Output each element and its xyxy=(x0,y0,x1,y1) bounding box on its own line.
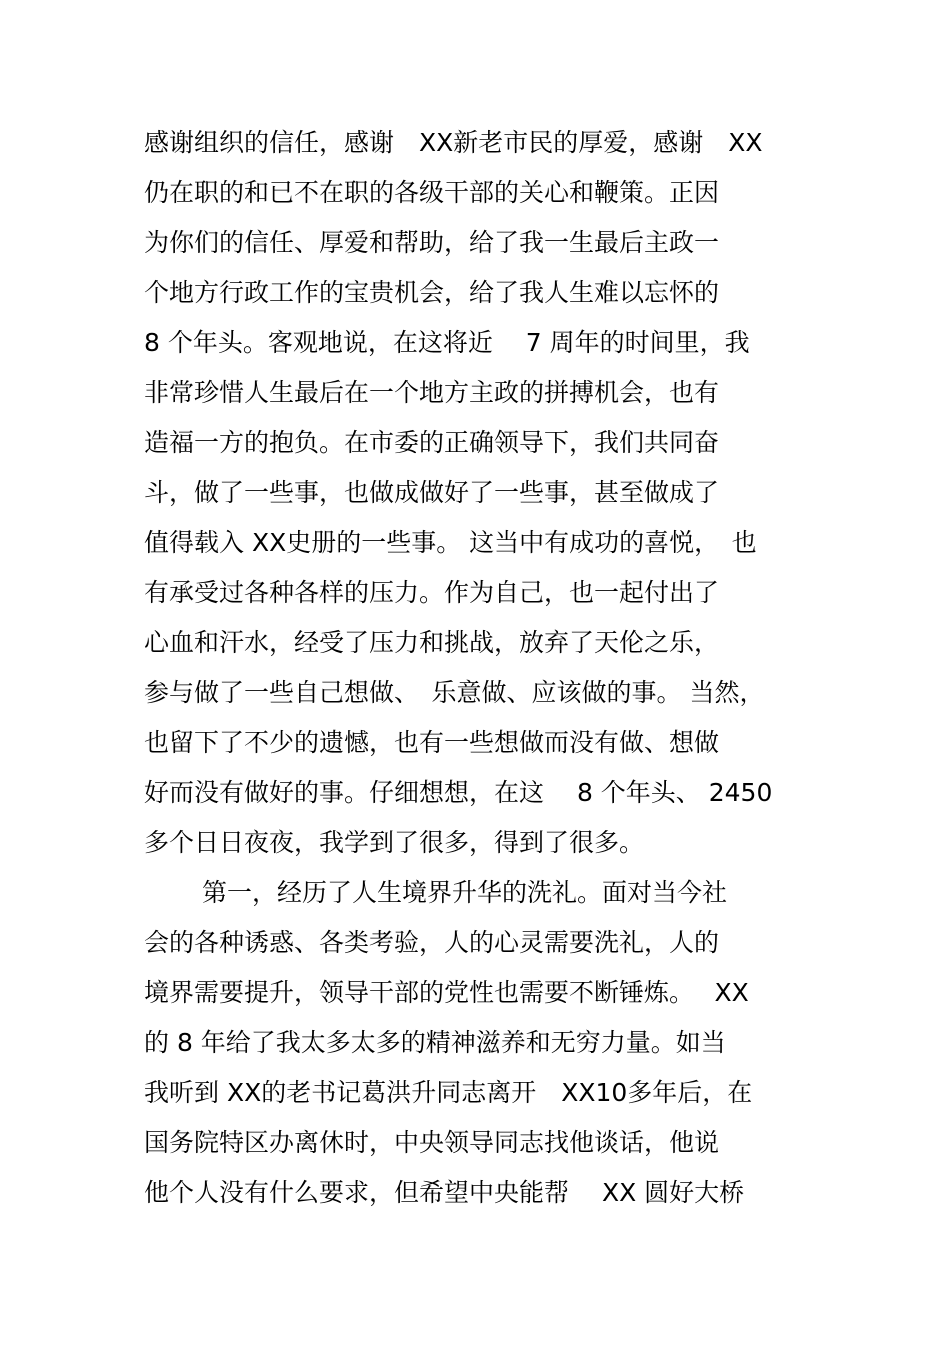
text-line: 非常珍惜人生最后在一个地方主政的拼搏机会，也有 xyxy=(144,378,720,407)
text-line: 斗，做了一些事，也做成做好了一些事，甚至做成了 xyxy=(144,478,720,507)
text-line: 多个日日夜夜，我学到了很多，得到了很多。 xyxy=(144,828,645,857)
text-line: 8 个年头。客观地说，在这将近 7 周年的时间里，我 xyxy=(144,328,750,357)
text-line: 也留下了不少的遗憾，也有一些想做而没有做、想做 xyxy=(144,728,720,757)
text-line: 有承受过各种各样的压力。作为自己，也一起付出了 xyxy=(144,578,720,607)
body-text xyxy=(144,118,844,1218)
paragraph-start-line: 第一，经历了人生境界升华的洗礼。面对当今社 xyxy=(202,878,728,907)
text-line: 境界需要提升，领导干部的党性也需要不断锤炼。 XX xyxy=(144,978,749,1007)
text-line: 他个人没有什么要求，但希望中央能帮 XX 圆好大桥 xyxy=(144,1178,745,1207)
text-line: 参与做了一些自己想做、 乐意做、应该做的事。 当然， xyxy=(144,678,765,707)
text-line: 感谢组织的信任，感谢 XX新老市民的厚爱，感谢 XX xyxy=(144,128,763,157)
text-line: 会的各种诱惑、各类考验，人的心灵需要洗礼，人的 xyxy=(144,928,720,957)
text-line: 值得载入 XX史册的一些事。 这当中有成功的喜悦， 也 xyxy=(144,528,757,557)
text-line: 好而没有做好的事。仔细想想，在这 8 个年头、 2450 xyxy=(144,778,773,807)
text-line: 心血和汗水，经受了压力和挑战，放弃了天伦之乐， xyxy=(144,628,720,657)
text-line: 个地方行政工作的宝贵机会，给了我人生难以忘怀的 xyxy=(144,278,720,307)
text-line: 国务院特区办离休时，中央领导同志找他谈话，他说 xyxy=(144,1128,720,1157)
text-line: 为你们的信任、厚爱和帮助，给了我一生最后主政一 xyxy=(144,228,720,257)
text-line: 仍在职的和已不在职的各级干部的关心和鞭策。正因 xyxy=(144,178,720,207)
text-line: 造福一方的抱负。在市委的正确领导下，我们共同奋 xyxy=(144,428,720,457)
text-line: 我听到 XX的老书记葛洪升同志离开 XX10多年后，在 xyxy=(144,1078,753,1107)
text-line: 的 8 年给了我太多太多的精神滋养和无穷力量。如当 xyxy=(144,1028,726,1057)
